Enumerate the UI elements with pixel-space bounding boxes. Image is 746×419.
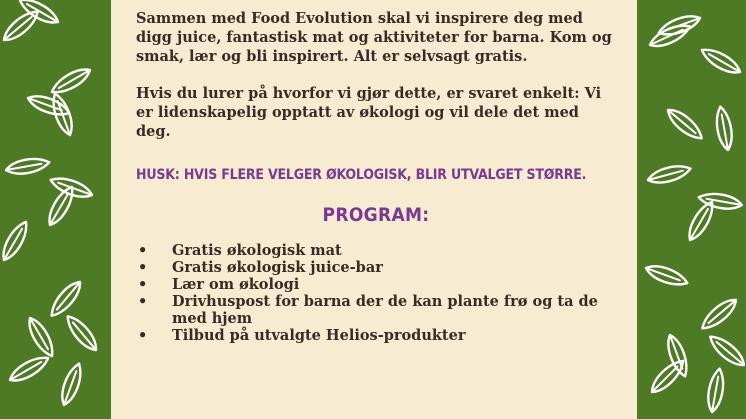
content-panel <box>111 0 637 419</box>
program-item-mat: • Gratis økologisk mat <box>138 242 342 259</box>
bullet-icon: • <box>138 242 148 259</box>
bullet-icon: • <box>138 259 148 276</box>
bullet-icon: • <box>138 276 148 293</box>
program-list <box>136 242 616 344</box>
program-item-tilbud: • Tilbud på utvalgte Helios-produkter <box>138 327 466 344</box>
program-item-okologi: • Lær om økologi <box>138 276 300 293</box>
program-heading: PROGRAM: <box>322 204 430 226</box>
event-info <box>136 9 616 344</box>
bullet-icon: • <box>138 327 148 344</box>
reminder-text: HUSK: HVIS FLERE VELGER ØKOLOGISK, BLIR UTVALGET STØRRE. <box>136 167 587 183</box>
program-item-juice-bar: • Gratis økologisk juice-bar <box>138 259 383 276</box>
intro-paragraph: Sammen med Food Evolution skal vi inspirere deg med digg juice, fantastisk mat og aktiviteter for barna. Kom og smak, lær og bli inspirert. Alt er selvsagt gratis. <box>136 10 612 65</box>
bullet-icon: • <box>138 293 148 310</box>
program-item-drivhuspost: • Drivhuspost for barna der de kan plante frø og ta de med hjem <box>138 293 598 327</box>
why-paragraph: Hvis du lurer på hvorfor vi gjør dette, er svaret enkelt: Vi er lidenskapelig opptatt av økologi og vil dele det med deg. <box>136 85 602 140</box>
